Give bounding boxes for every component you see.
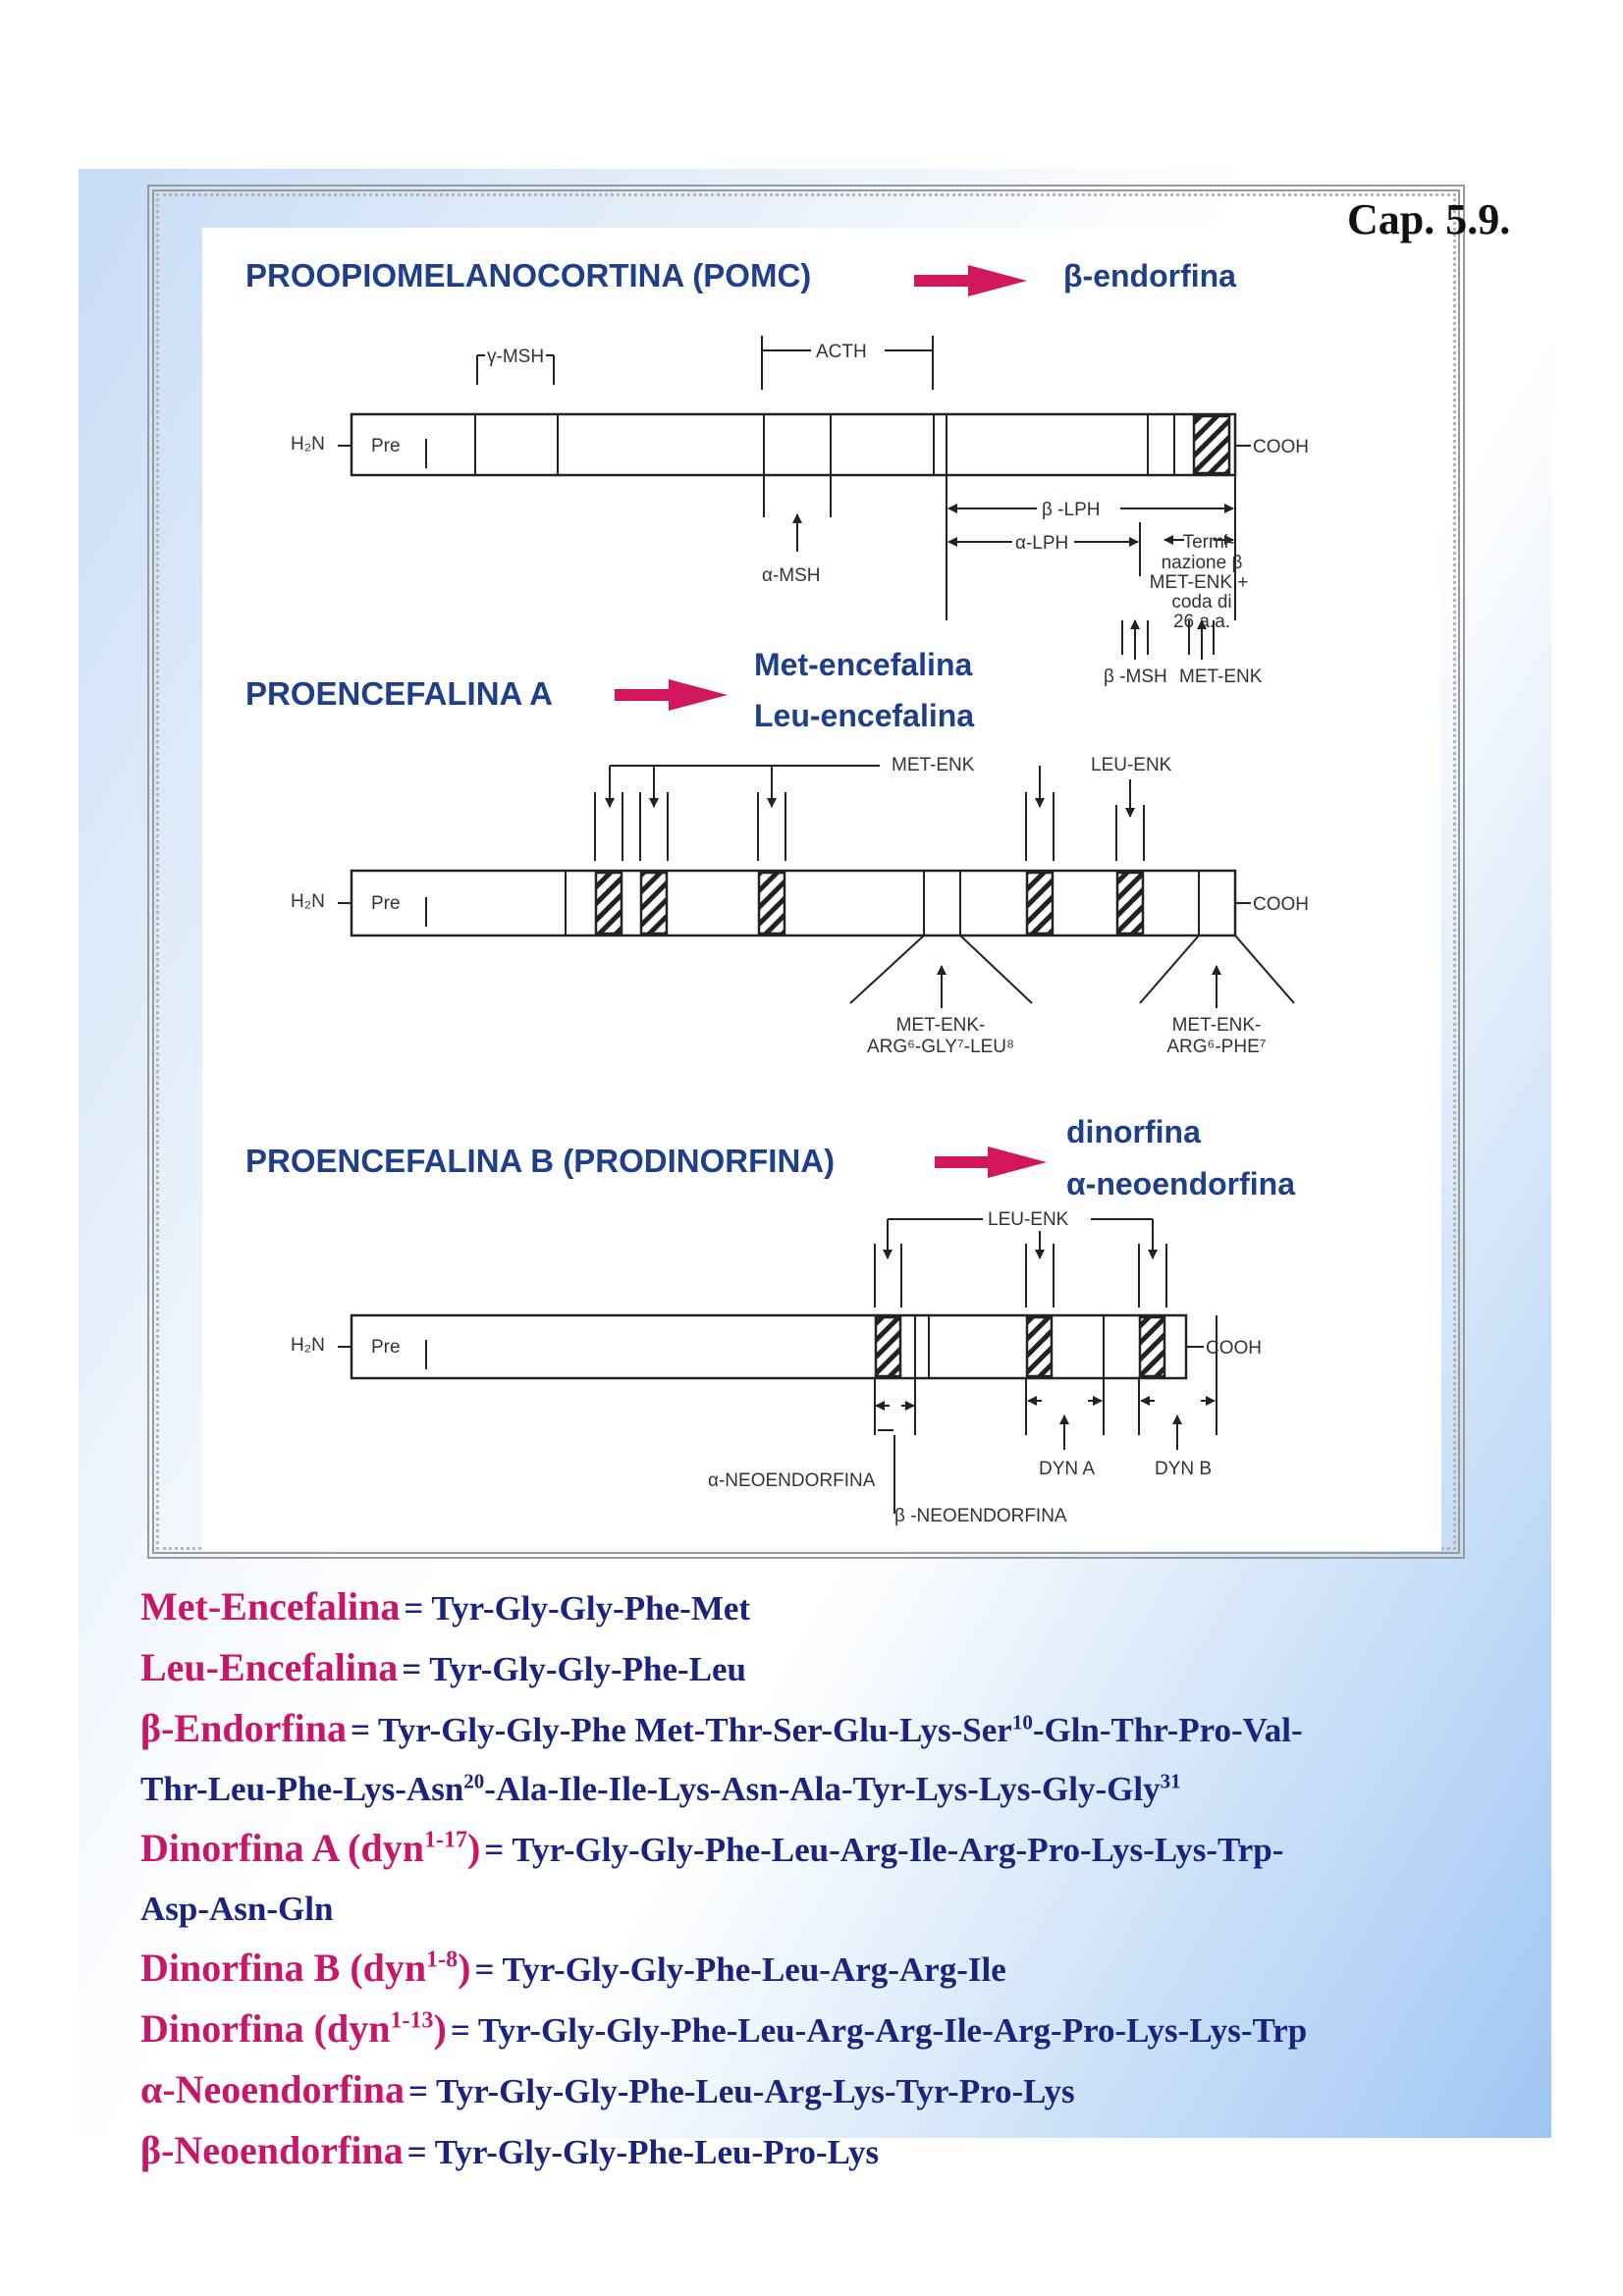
alpha-lph-label: α-LPH	[1015, 533, 1069, 554]
sequence-name: Dinorfina (dyn	[140, 2006, 391, 2051]
sequence-alpha-neoendorfina	[140, 2063, 1515, 2124]
alpha-neoendorfina-bracket	[875, 1378, 915, 1435]
sequence-name: Dinorfina B (dyn	[140, 1946, 427, 1990]
pomc-cooh-label: COOH	[1253, 437, 1309, 457]
sequence-value: Asp-Asn-Gln	[140, 1890, 334, 1928]
termination-line-4: coda di	[1171, 592, 1232, 613]
sequence-met-encefalina	[140, 1580, 1515, 1641]
sequence-value-cont: -Gln-Thr-Pro-Val-	[1032, 1711, 1303, 1749]
sequence-value: = Tyr-Gly-Gly-Phe-Leu-Arg-Arg-Ile	[474, 1950, 1006, 1989]
pomc-title: PROOPIOMELANOCORTINA (POMC)	[245, 257, 812, 294]
penk-b-bar	[352, 1315, 1186, 1378]
sequence-dinorfina-a-cont	[140, 1883, 1515, 1942]
alpha-neoendorfina-label: α-NEOENDORFINA	[708, 1470, 876, 1491]
penk-a-h2n-label: H₂N	[291, 891, 325, 912]
beta-msh-label: β -MSH	[1104, 667, 1167, 687]
penk-a-met-enk-label: MET-ENK	[892, 755, 975, 775]
penk-a-pre-label: Pre	[371, 893, 401, 914]
pomc-met-enk-label: MET-ENK	[1179, 667, 1263, 687]
sequence-name-close: )	[433, 2006, 447, 2051]
pomc-pre-label: Pre	[371, 436, 401, 456]
sequence-beta-neoendorfina	[140, 2124, 1515, 2185]
termination-line-3: MET-ENK +	[1149, 572, 1249, 593]
termination-line-2: nazione β	[1161, 553, 1243, 573]
sequence-dinorfina-b	[140, 1942, 1515, 2002]
penk-b-product-dinorfina: dinorfina	[1066, 1114, 1201, 1149]
sequence-value: = Tyr-Gly-Gly-Phe-Leu-Arg-Lys-Tyr-Pro-Lys	[407, 2072, 1075, 2110]
met-enk-arg-phe-line-2: ARG⁶-PHE⁷	[1166, 1037, 1267, 1057]
sequence-value: = Tyr-Gly-Gly-Phe-Leu	[402, 1650, 747, 1688]
met-enk-arg-gly-leu-line-2: ARG⁶-GLY⁷-LEU⁸	[866, 1037, 1015, 1057]
sequence-dinorfina	[140, 2002, 1515, 2063]
sequence-name-close: )	[458, 1946, 471, 1990]
penk-b-title: PROENCEFALINA B (PRODINORFINA)	[245, 1143, 836, 1179]
penk-b-product-arrow	[935, 1147, 1047, 1178]
sequence-value: = Tyr-Gly-Gly-Phe-Leu-Pro-Lys	[406, 2133, 880, 2171]
penk-b-h2n-label: H₂N	[291, 1335, 325, 1356]
penk-b-pre-label: Pre	[371, 1337, 401, 1358]
penk-a-leu-enk-label: LEU-ENK	[1091, 755, 1172, 775]
sequence-beta-endorfina	[140, 1702, 1515, 1763]
residue-number: 10	[1011, 1710, 1033, 1735]
penk-a-cooh-label: COOH	[1253, 894, 1309, 915]
sequence-value: Thr-Leu-Phe-Lys-Asn	[140, 1770, 464, 1808]
sequence-value: = Tyr-Gly-Gly-Phe Met-Thr-Ser-Glu-Lys-Ser	[351, 1711, 1012, 1749]
sequence-value: = Tyr-Gly-Gly-Phe-Leu-Arg-Arg-Ile-Arg-Pro-Lys-Lys-Trp	[450, 2011, 1308, 2050]
penk-a-bar	[352, 871, 1235, 935]
residue-number: 20	[463, 1769, 485, 1793]
sequence-value-cont: -Ala-Ile-Ile-Lys-Asn-Ala-Tyr-Lys-Lys-Gly-Gly	[484, 1770, 1161, 1808]
sequence-beta-endorfina-cont	[140, 1763, 1515, 1822]
termination-line-5: 26 a.a.	[1172, 612, 1231, 632]
sequence-range: 1-17	[423, 1827, 467, 1853]
sequence-name: α-Neoendorfina	[140, 2067, 405, 2111]
sequence-name: β-Endorfina	[140, 1706, 347, 1750]
pomc-h2n-label: H₂N	[291, 434, 325, 454]
pomc-product-arrow	[914, 265, 1027, 296]
penk-a-product-arrow	[615, 679, 728, 711]
penk-b-leu-enk-label: LEU-ENK	[988, 1209, 1069, 1230]
pomc-bar	[352, 414, 1235, 475]
sequence-leu-encefalina	[140, 1641, 1515, 1702]
sequence-name: Dinorfina A (dyn	[140, 1826, 424, 1870]
dyn-a-label: DYN A	[1039, 1459, 1096, 1479]
alpha-msh-bracket	[764, 475, 831, 552]
sequence-name: Met-Encefalina	[140, 1584, 401, 1629]
residue-number: 31	[1160, 1769, 1181, 1793]
penk-a-fan-heptapeptide	[1140, 935, 1294, 1008]
penk-b-product-alpha-neoendorfina: α-neoendorfina	[1066, 1166, 1295, 1201]
precursor-diagram	[202, 228, 1441, 1551]
peptide-sequence-list	[140, 1580, 1515, 2185]
termination-line-1: Termi-	[1182, 532, 1235, 553]
penk-a-product-met-encefalina: Met-encefalina	[754, 647, 973, 682]
acth-label: ACTH	[816, 342, 867, 362]
met-enk-arg-gly-leu-line-1: MET-ENK-	[895, 1015, 986, 1036]
sequence-value: = Tyr-Gly-Gly-Phe-Leu-Arg-Ile-Arg-Pro-Lys-Lys-Trp-	[484, 1831, 1284, 1869]
dyn-a-bracket	[1026, 1378, 1104, 1450]
sequence-name-close: )	[466, 1826, 481, 1870]
sequence-range: 1-8	[426, 1947, 459, 1973]
penk-b-leu-enk-connectors	[875, 1219, 1166, 1308]
penk-b-cooh-label: COOH	[1206, 1338, 1262, 1359]
penk-a-fan-octapeptide	[850, 935, 1032, 1008]
gamma-msh-label: γ-MSH	[487, 347, 545, 367]
dyn-b-label: DYN B	[1155, 1459, 1213, 1479]
penk-a-cleavage-brackets	[595, 792, 1144, 861]
dyn-b-bracket	[1139, 1378, 1217, 1450]
sequence-dinorfina-a	[140, 1822, 1515, 1883]
pomc-met-enk-segment	[1194, 416, 1229, 473]
alpha-msh-label: α-MSH	[762, 565, 821, 586]
sequence-value: = Tyr-Gly-Gly-Phe-Met	[404, 1589, 751, 1628]
met-enk-arg-phe-line-1: MET-ENK-	[1171, 1015, 1262, 1036]
beta-lph-label: β -LPH	[1042, 500, 1101, 520]
beta-msh-bracket	[1122, 620, 1148, 660]
penk-a-product-leu-encefalina: Leu-encefalina	[754, 698, 975, 733]
sequence-range: 1-13	[390, 2007, 434, 2034]
sequence-name: β-Neoendorfina	[140, 2128, 404, 2172]
pomc-product-beta-endorfina: β-endorfina	[1063, 258, 1236, 294]
penk-a-title: PROENCEFALINA A	[245, 675, 553, 712]
chapter-label: Cap. 5.9.	[1347, 195, 1511, 243]
beta-neoendorfina-label: β -NEOENDORFINA	[894, 1506, 1067, 1526]
sequence-name: Leu-Encefalina	[140, 1645, 399, 1689]
